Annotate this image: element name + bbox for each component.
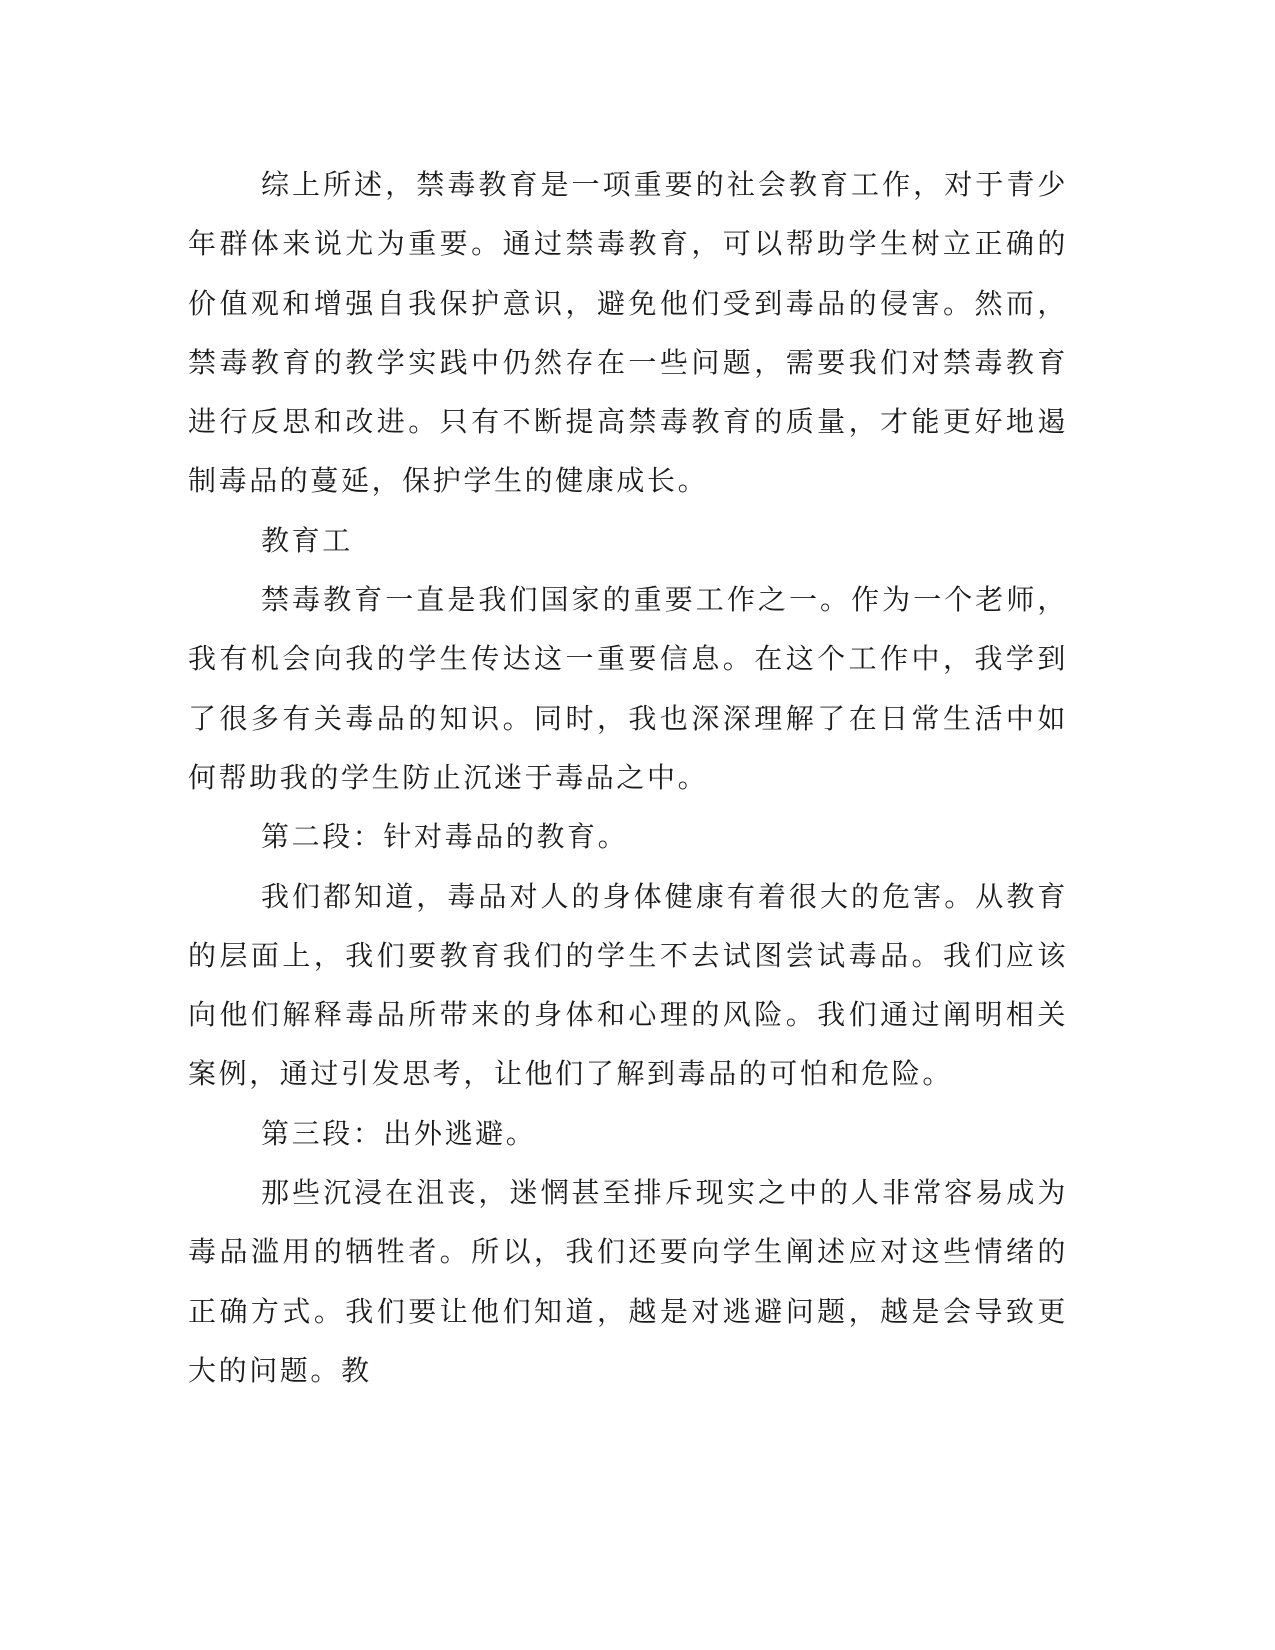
paragraph-summary: 综上所述，禁毒教育是一项重要的社会教育工作，对于青少年群体来说尤为重要。通过禁毒教育，可以帮助学生树立正确的价值观和增强自我保护意识，避免他们受到毒品的侵害。然而，禁毒教育的教学实践中仍然存在一些问题，需要我们对禁毒教育进行反思和改进。只有不断提高禁毒教育的质量，才能更好地遏制毒品的蔓延，保护学生的健康成长。	[188, 168, 1068, 498]
document-body	[188, 155, 1068, 1400]
paragraph-section-2: 我们都知道，毒品对人的身体健康有着很大的危害。从教育的层面上，我们要教育我们的学生不去试图尝试毒品。我们应该向他们解释毒品所带来的身体和心理的风险。我们通过阐明相关案例，通过引发思考，让他们了解到毒品的可怕和危险。	[188, 879, 1068, 1091]
section-heading-2: 第二段：针对毒品的教育。	[261, 820, 629, 854]
section-heading-3: 第三段：出外逃避。	[261, 1116, 537, 1150]
paragraph-heading-education-work: 教育工	[261, 523, 353, 557]
paragraph-section-3: 那些沉浸在沮丧，迷惘甚至排斥现实之中的人非常容易成为毒品滥用的牺牲者。所以，我们还要向学生阐述应对这些情绪的正确方式。我们要让他们知道，越是对逃避问题，越是会导致更大的问题。教	[188, 1176, 1068, 1387]
paragraph-intro: 禁毒教育一直是我们国家的重要工作之一。作为一个老师，我有机会向我的学生传达这一重要信息。在这个工作中，我学到了很多有关毒品的知识。同时，我也深深理解了在日常生活中如何帮助我的学生防止沉迷于毒品之中。	[188, 583, 1068, 794]
